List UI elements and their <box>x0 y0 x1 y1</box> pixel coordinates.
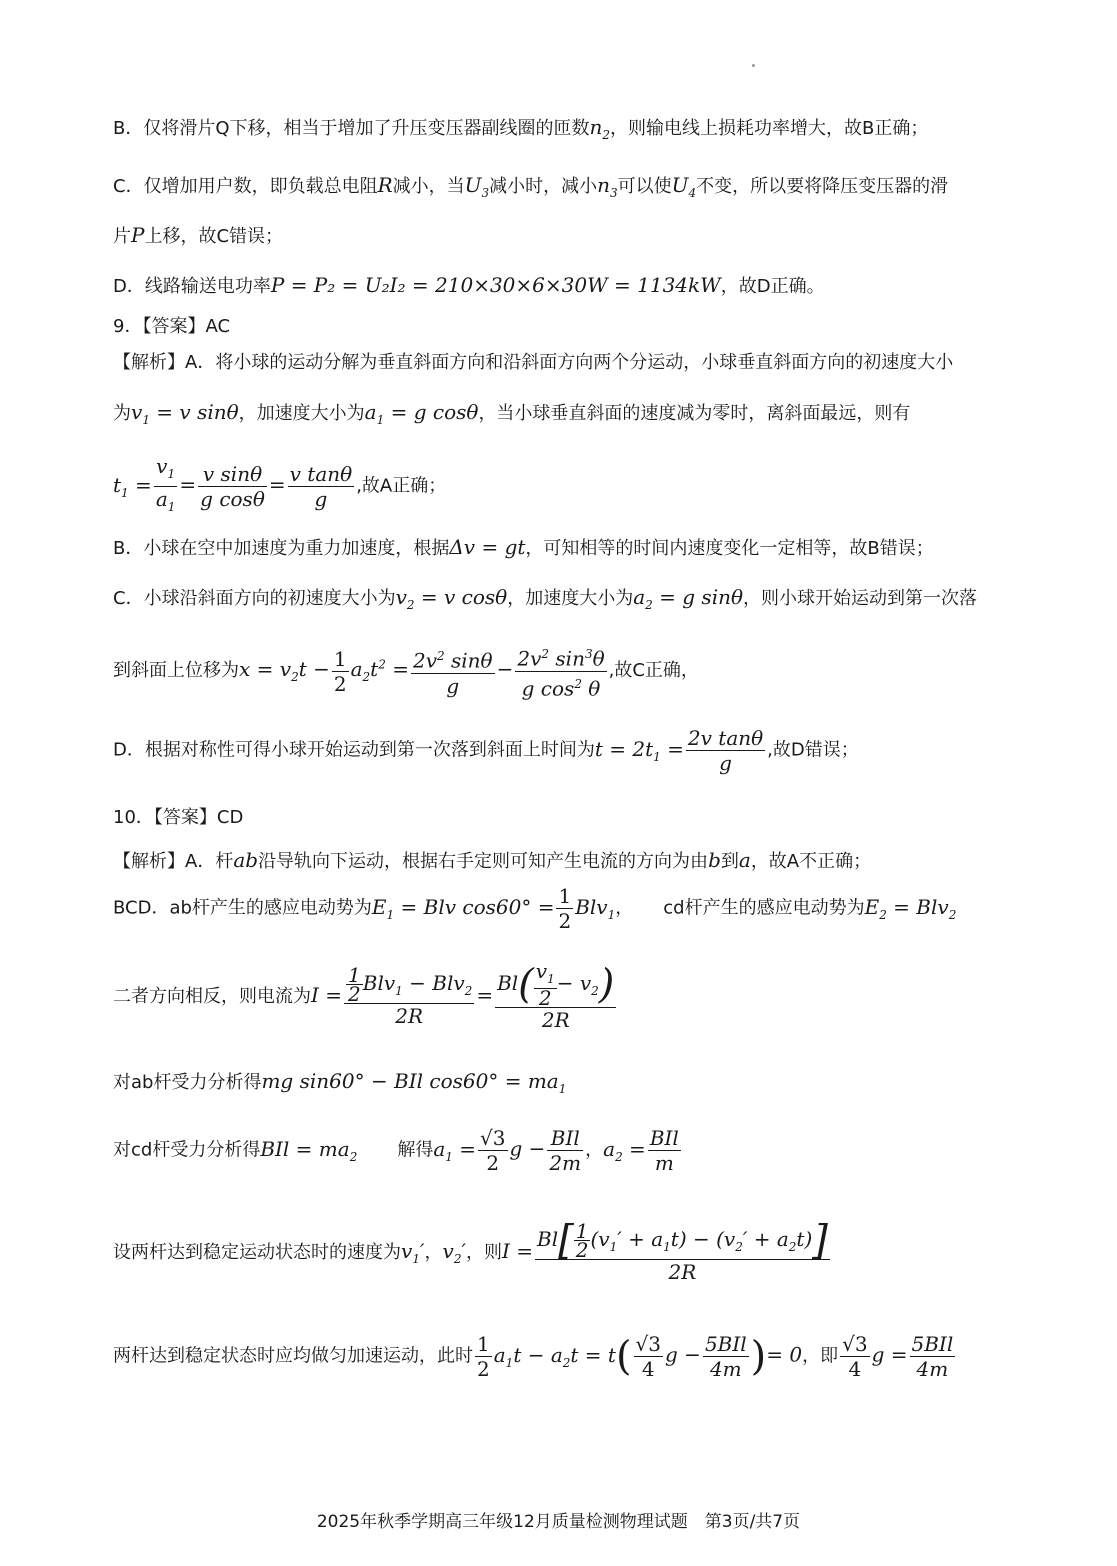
text: 片 <box>113 226 131 247</box>
q10-steady-current <box>113 1217 832 1284</box>
math: g = <box>871 1342 908 1367</box>
math: $E_2 = Blv_2$ <box>864 894 957 922</box>
q10-steady-accel <box>113 1332 957 1381</box>
math-dv: Δv = gt <box>449 535 526 559</box>
q10-cd-force <box>113 1126 683 1175</box>
math: $a_2t^2$ = <box>350 657 409 685</box>
text: 对cd杆受力分析得 <box>113 1139 261 1161</box>
text: 沿导轨向下运动，根据右手定则可知产生电流的方向为由 <box>258 851 709 872</box>
math: I = <box>311 983 343 1007</box>
math-v1: $v_1 = v$ sinθ <box>131 400 239 427</box>
q9-displacement <box>113 642 699 700</box>
math: $v_2'$ <box>442 1239 466 1266</box>
question-9-answer <box>113 314 230 340</box>
scan-speck <box>752 64 755 67</box>
text: ，可知相等的时间内速度变化一定相等，故B错误； <box>525 538 934 559</box>
text: ,故C正确， <box>608 660 699 682</box>
math: g − <box>509 1136 546 1161</box>
frac: $\frac{\text{5BIl}}{4m}$ <box>704 1332 747 1381</box>
frac: $\frac{\text{v tanθ}}{g}$ <box>289 462 353 511</box>
q9-analysis-a <box>113 350 953 376</box>
q9-analysis-d <box>113 726 859 775</box>
text: 9．【答案】AC <box>113 316 231 337</box>
math: g − <box>665 1342 701 1367</box>
text: ,故D错误； <box>767 739 859 761</box>
frac: Bl( $\frac{v_1}{2}$ − $v_2$) 2R <box>497 959 615 1032</box>
math: mg sin60° − BIl $\cos 60^\circ = ma_1$ <box>261 1069 567 1096</box>
math: = <box>179 472 197 497</box>
text: 设两杆达到稳定运动状态时的速度为 <box>113 1242 401 1263</box>
text: 到 <box>720 851 739 872</box>
text: 两杆达到稳定状态时应均做匀加速运动，此时 <box>113 1345 473 1367</box>
math-ab: ab <box>233 848 259 872</box>
math-U3: $U_3$ <box>464 173 490 200</box>
text: ，当小球垂直斜面的速度减为零时，离斜面最远，则有 <box>478 403 911 424</box>
math: = <box>476 983 494 1007</box>
math: $a_2$ = <box>603 1136 646 1164</box>
math-n3: $n_3$ <box>597 173 618 200</box>
math: I = <box>502 1239 534 1263</box>
text: B．小球在空中加速度为重力加速度，根据 <box>113 538 450 559</box>
text: 可以使 <box>617 176 672 197</box>
text: 到斜面上位移为 <box>113 660 239 682</box>
math: − <box>496 657 514 682</box>
text: B．仅将滑片Q下移，相当于增加了升压变压器副线圈的匝数 <box>113 118 590 139</box>
math: $a_1t - a_2t = t$ <box>493 1342 616 1370</box>
answer-8-c <box>113 172 948 206</box>
text: ，故D正确。 <box>720 276 825 297</box>
text: ， <box>585 1139 604 1161</box>
math: $E_1$ = Blv cos60° = <box>371 894 555 922</box>
math: Blv$_1$ <box>575 894 616 922</box>
math-v2: $v_2 = v$ cosθ <box>395 585 508 612</box>
math: $a_1$ = <box>433 1136 477 1164</box>
frac: $\frac{2v^2 \sin^3\theta}{g \cos^2 \theta}$ <box>515 642 606 700</box>
math-R: R <box>377 173 393 197</box>
frac: Bl[ $\frac{1}{2}$ $(v_1' + a_1t) - (v_2' + a_2t)$] 2R <box>537 1217 828 1284</box>
frac: $\frac{√3}{2}$ <box>480 1126 506 1175</box>
text: 减小时，减小 <box>489 176 598 197</box>
frac: $\frac{2v^2 \sin\theta}{g}$ <box>411 644 495 698</box>
text: ，则小球开始运动到第一次落 <box>743 588 978 609</box>
q9-analysis-c <box>113 584 977 618</box>
text: 上移，故C错误； <box>144 226 284 247</box>
math-a: a <box>738 848 751 872</box>
text: 解得 <box>397 1139 434 1161</box>
math-n2: $n_2$ <box>589 115 611 142</box>
math: $t_1$ = <box>113 472 152 500</box>
paren: ) <box>750 1333 767 1380</box>
text: 【解析】A．杆 <box>113 851 234 872</box>
q9-t1-formula <box>113 454 446 519</box>
q10-analysis-bcd <box>113 884 956 933</box>
text: BCD．ab杆产生的感应电动势为 <box>113 897 372 919</box>
text: ，则输电线上损耗功率增大，故B正确； <box>610 118 929 139</box>
frac: $\frac{\text{5BIl}}{4m}$ <box>911 1332 954 1381</box>
text: ，故A不正确； <box>750 851 872 872</box>
text: ,故A正确； <box>356 475 447 497</box>
text: cd杆产生的感应电动势为 <box>663 897 865 919</box>
answer-8-b <box>113 114 928 148</box>
math: = <box>268 472 286 497</box>
text: 10．【答案】CD <box>113 807 244 828</box>
text: 为 <box>113 403 131 424</box>
q10-ab-force <box>113 1068 566 1102</box>
math: = 0 <box>766 1342 803 1367</box>
text: C．仅增加用户数，即负载总电阻 <box>113 176 378 197</box>
frac: $\frac{\text{BIl}}{m}$ <box>649 1126 679 1175</box>
text: ，加速度大小为 <box>238 403 365 424</box>
frac: $\frac{1}{2}$ <box>333 646 347 696</box>
math: $t = 2t_1$ = <box>594 736 684 764</box>
frac: $\frac{v_1}{a_1}$ <box>155 454 176 514</box>
math-U4: $U_4$ <box>671 173 697 200</box>
frac: $\frac{\text{BIl}}{2m}$ <box>549 1126 582 1175</box>
q9-analysis-b <box>113 534 934 562</box>
answer-8-c-cont <box>113 222 283 250</box>
text: 减小，当 <box>392 176 465 197</box>
paren: ( <box>615 1333 632 1380</box>
q10-analysis-a <box>113 847 871 875</box>
text: ，则 <box>466 1242 502 1263</box>
frac: $\frac{\text{2v tanθ}}{g}$ <box>687 726 764 775</box>
math: $x = v_2t$ − <box>239 657 330 685</box>
q10-current <box>113 959 618 1032</box>
math: BIl = $ma_2$ <box>260 1136 358 1164</box>
text: 二者方向相反，则电流为 <box>113 986 311 1007</box>
math: $v_1'$ <box>401 1239 425 1266</box>
text: D．线路输送电功率 <box>113 276 271 297</box>
answer-8-d <box>113 272 825 300</box>
frac: $\frac{\text{v sinθ}}{\text{g cosθ}}$ <box>200 462 265 511</box>
math-P: P <box>131 223 145 247</box>
text: D．根据对称性可得小球开始运动到第一次落到斜面上时间为 <box>113 739 595 761</box>
text: ，加速度大小为 <box>507 588 634 609</box>
math-power-eq: P = P₂ = U₂I₂ = 210×30×6×30W = 1134kW <box>270 273 721 297</box>
text: 对ab杆受力分析得 <box>113 1072 262 1093</box>
frac: $\frac{1}{2}$ <box>477 1332 490 1381</box>
text: ， <box>615 897 634 919</box>
math-a2: $a_2 = g$ sinθ <box>633 585 744 612</box>
page-footer: 2025年秋季学期高三年级12月质量检测物理试题 第3页/共7页 <box>316 1512 801 1532</box>
frac: $\frac{1}{2}$ Blv$_1$ − Blv$_2$ 2R <box>344 966 474 1028</box>
text: ， <box>424 1242 443 1263</box>
text: 【解析】A．将小球的运动分解为垂直斜面方向和沿斜面方向两个分运动，小球垂直斜面方向的初速度大小 <box>113 352 954 373</box>
question-10-answer <box>113 805 243 831</box>
text: ，即 <box>802 1345 839 1367</box>
frac: $\frac{√3}{4}$ <box>635 1332 662 1381</box>
math-b: b <box>708 848 721 872</box>
text: C．小球沿斜面方向的初速度大小为 <box>113 588 396 609</box>
q9-analysis-a2 <box>113 399 910 433</box>
frac: $\frac{√3}{4}$ <box>842 1332 868 1381</box>
frac: $\frac{1}{2}$ <box>558 884 572 933</box>
text: 不变，所以要将降压变压器的滑 <box>696 176 949 197</box>
math-a1: $a_1 = g$ cosθ <box>364 400 479 427</box>
